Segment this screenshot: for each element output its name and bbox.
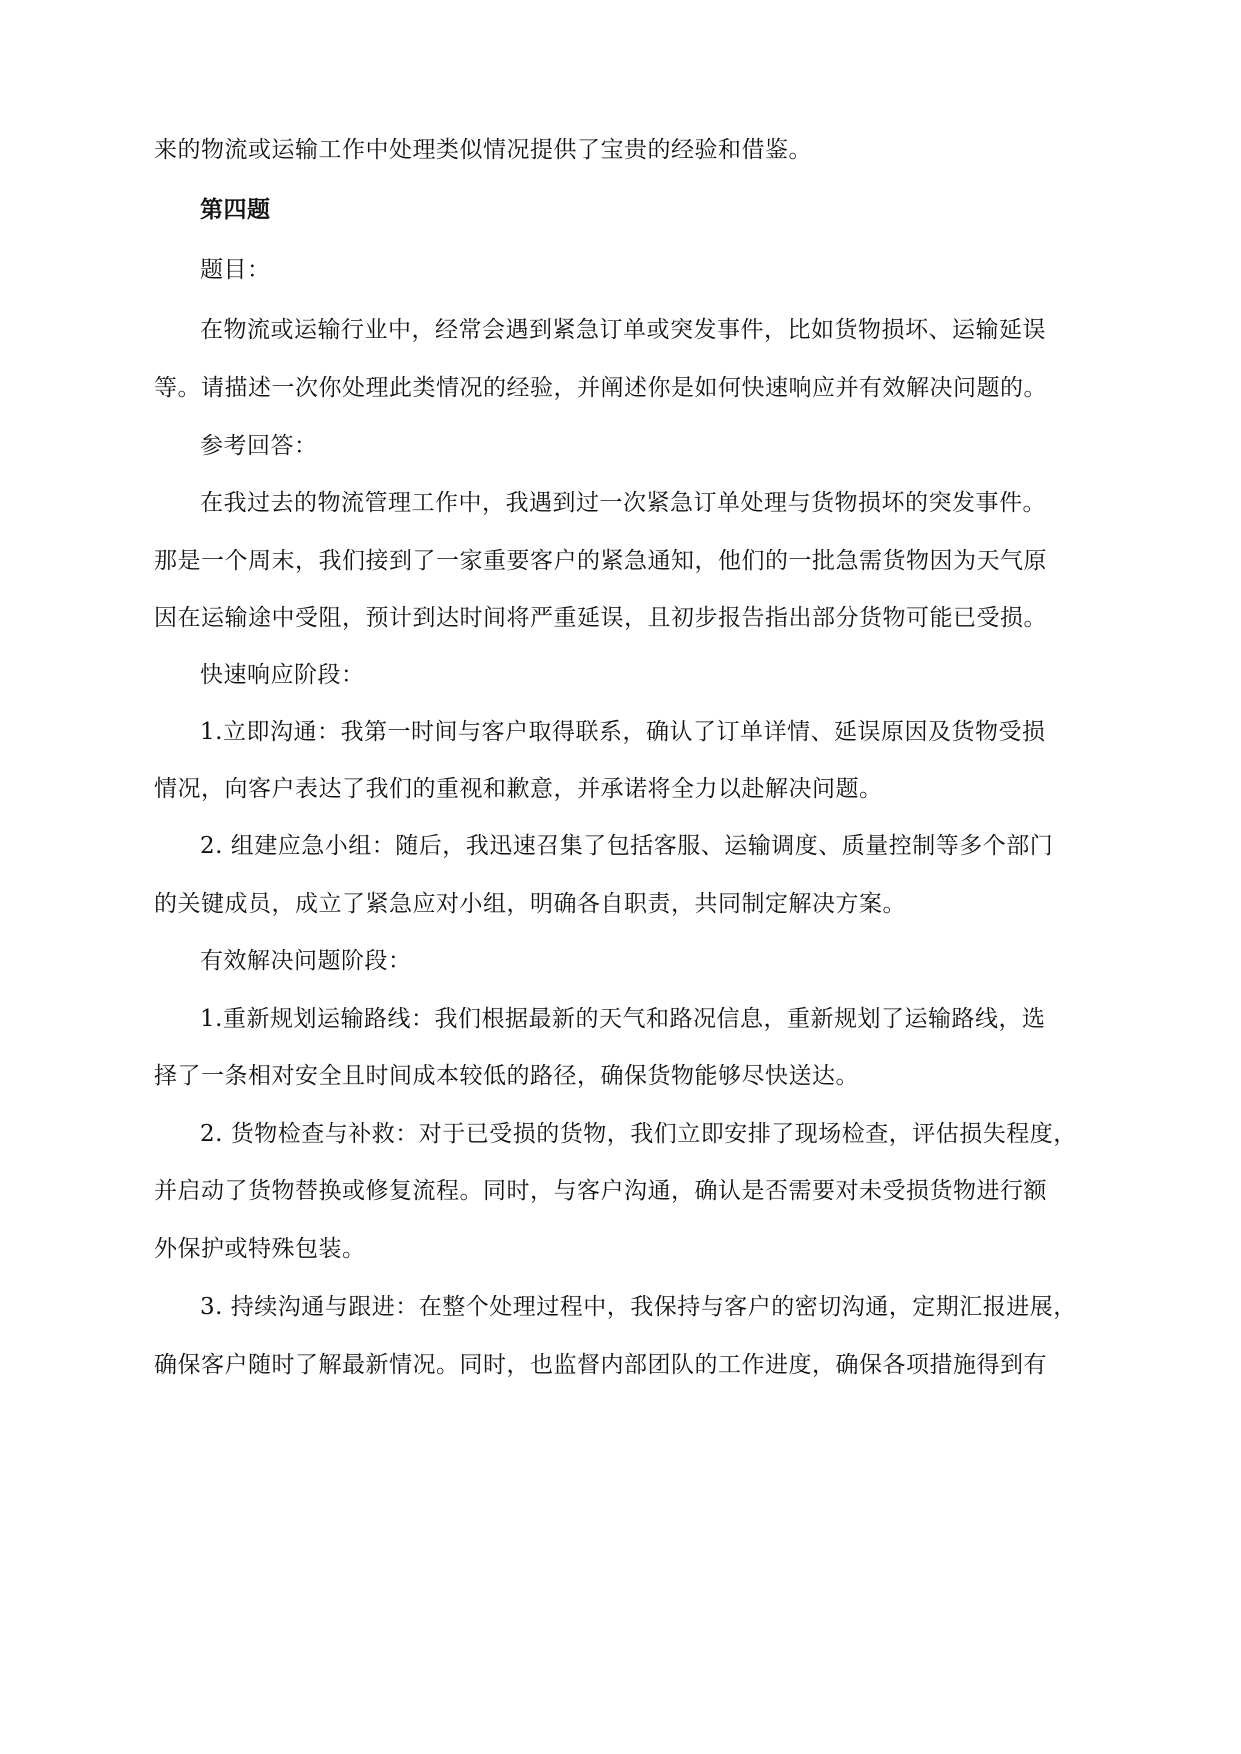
paragraph-line: 来的物流或运输工作中处理类似情况提供了宝贵的经验和借鉴。 <box>154 137 812 163</box>
question-line: 在物流或运输行业中，经常会遇到紧急订单或突发事件，比如货物损坏、运输延误 <box>200 317 1046 343</box>
list-item-line: 3. 持续沟通与跟进：在整个处理过程中，我保持与客户的密切沟通，定期汇报进展， <box>200 1294 1077 1320</box>
list-item-line: 的关键成员，成立了紧急应对小组，明确各自职责，共同制定解决方案。 <box>154 891 906 917</box>
list-item-line: 1.重新规划运输路线：我们根据最新的天气和路况信息，重新规划了运输路线，选 <box>200 1006 1046 1032</box>
phase-heading: 快速响应阶段： <box>200 662 365 688</box>
list-item-line: 情况，向客户表达了我们的重视和歉意，并承诺将全力以赴解决问题。 <box>154 776 883 802</box>
phase-heading: 有效解决问题阶段： <box>200 948 412 974</box>
answer-label: 参考回答： <box>200 433 318 459</box>
list-item-line: 择了一条相对安全且时间成本较低的路径，确保货物能够尽快送达。 <box>154 1063 859 1089</box>
question-line: 等。请描述一次你处理此类情况的经验，并阐述你是如何快速响应并有效解决问题的。 <box>154 375 1047 401</box>
list-item-line: 2. 组建应急小组：随后，我迅速召集了包括客服、运输调度、质量控制等多个部门 <box>200 833 1054 859</box>
section-heading: 第四题 <box>200 196 271 223</box>
answer-line: 因在运输途中受阻，预计到达时间将严重延误，且初步报告指出部分货物可能已受损。 <box>154 605 1047 631</box>
list-item-line: 1.立即沟通：我第一时间与客户取得联系，确认了订单详情、延误原因及货物受损 <box>200 719 1046 745</box>
list-item-line: 并启动了货物替换或修复流程。同时，与客户沟通，确认是否需要对未受损货物进行额 <box>154 1178 1047 1204</box>
question-label: 题目： <box>200 257 271 283</box>
list-item-line: 外保护或特殊包装。 <box>154 1236 366 1262</box>
list-item-line: 确保客户随时了解最新情况。同时，也监督内部团队的工作进度，确保各项措施得到有 <box>154 1352 1047 1378</box>
list-item-line: 2. 货物检查与补救：对于已受损的货物，我们立即安排了现场检查，评估损失程度， <box>200 1121 1077 1147</box>
answer-line: 在我过去的物流管理工作中，我遇到过一次紧急订单处理与货物损坏的突发事件。 <box>200 490 1046 516</box>
answer-line: 那是一个周末，我们接到了一家重要客户的紧急通知，他们的一批急需货物因为天气原 <box>154 548 1047 574</box>
